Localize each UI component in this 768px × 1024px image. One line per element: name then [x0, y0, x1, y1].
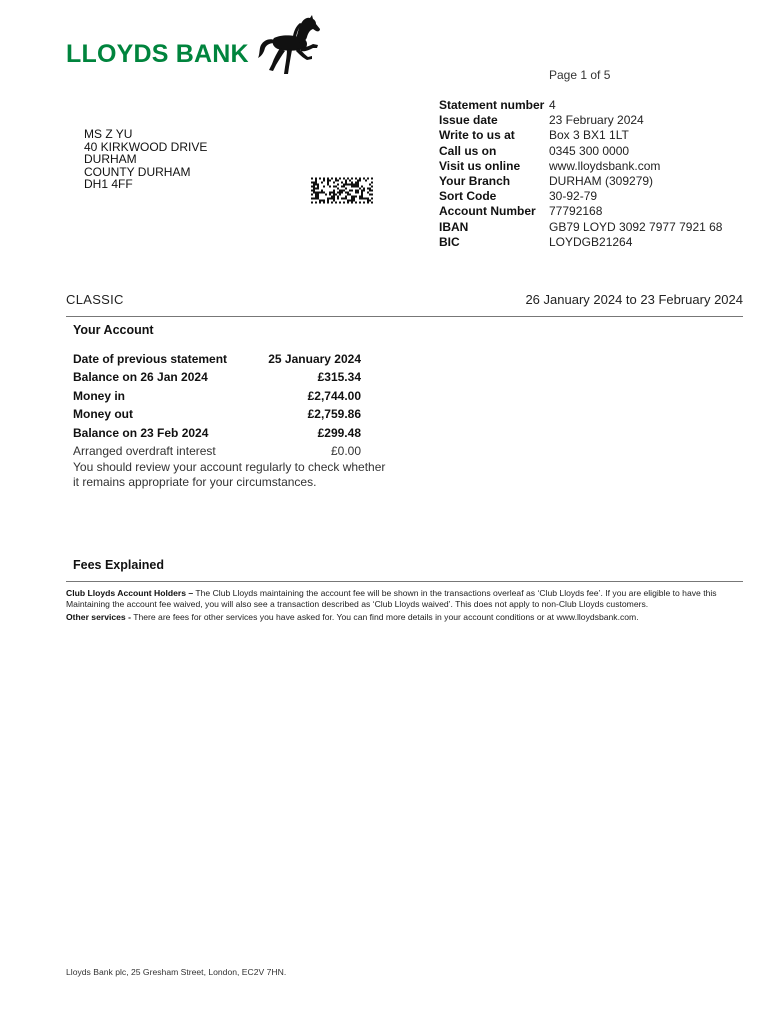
- statement-info: [439, 98, 722, 250]
- address-line: DH1 4FF: [84, 177, 133, 192]
- page-number: Page 1 of 5: [549, 68, 611, 82]
- fees-text: [66, 588, 742, 625]
- account-summary: [73, 350, 361, 460]
- address-line: 40 KIRKWOOD DRIVE: [84, 139, 208, 154]
- info-row-bic: [439, 235, 722, 250]
- address-line: MS Z YU: [84, 127, 133, 141]
- fee-description: The Club Lloyds maintaining the account fee will be shown in the transactions overleaf as ‘Club Lloyds fee’. If you are eligible to have this Maintaining the account fee waived, you will also see a transaction described as ‘Club Lloyds waived’. This does not apply to non-Club Lloyds customers.: [66, 588, 717, 609]
- fee-description: There are fees for other services you have asked for. You can find more details in your account conditions or at www.lloydsbank.com.: [130, 612, 639, 622]
- info-value: 30-92-79: [549, 189, 598, 204]
- summary-value: £299.48: [317, 425, 361, 440]
- statement-period: 26 January 2024 to 23 February 2024: [525, 292, 743, 307]
- address-line: COUNTY DURHAM: [84, 164, 191, 179]
- info-label: Sort Code: [439, 189, 497, 204]
- info-row-branch: [439, 174, 722, 189]
- info-label: Your Branch: [439, 173, 511, 188]
- fees-heading: Fees Explained: [73, 558, 165, 572]
- info-row-visit-online: [439, 159, 722, 174]
- summary-value: £315.34: [317, 370, 361, 385]
- info-value: 23 February 2024: [549, 113, 644, 128]
- fee-label: Club Lloyds Account Holders –: [66, 588, 194, 598]
- fee-item: [66, 588, 742, 610]
- summary-value: £2,744.00: [307, 388, 361, 403]
- summary-row: [73, 442, 361, 460]
- info-row-write-to: [439, 128, 722, 143]
- summary-value: £2,759.86: [307, 407, 361, 422]
- info-value: 0345 300 0000: [549, 143, 630, 158]
- summary-label: Balance on 23 Feb 2024: [73, 425, 209, 440]
- info-row-sort-code: [439, 189, 722, 204]
- info-label: IBAN: [439, 219, 469, 234]
- info-label: Visit us online: [439, 158, 521, 173]
- info-value: 4: [549, 98, 556, 112]
- info-label: Statement number: [439, 98, 545, 112]
- summary-label: Date of previous statement: [73, 352, 228, 366]
- info-value: GB79 LOYD 3092 7977 7921 68: [549, 219, 723, 234]
- recipient-address: [84, 128, 207, 191]
- divider: [66, 581, 743, 582]
- fee-item: [66, 612, 742, 623]
- info-label: Write to us at: [439, 128, 515, 143]
- summary-label: Money out: [73, 407, 133, 422]
- info-row-account-number: [439, 204, 722, 219]
- black-horse-icon: [252, 14, 324, 76]
- info-row-statement-number: [439, 98, 722, 113]
- summary-row: [73, 387, 361, 405]
- summary-row: [73, 350, 361, 368]
- summary-row: [73, 424, 361, 442]
- brand-logo-text: LLOYDS BANK: [66, 40, 249, 68]
- divider: [66, 316, 743, 317]
- info-row-call-us: [439, 144, 722, 159]
- summary-label: Money in: [73, 388, 126, 403]
- account-type: CLASSIC: [66, 292, 124, 307]
- info-label: Issue date: [439, 113, 498, 128]
- info-value: www.lloydsbank.com: [549, 158, 661, 173]
- info-label: Call us on: [439, 143, 497, 158]
- barcode-image: [311, 177, 373, 204]
- summary-row: [73, 405, 361, 423]
- summary-value: £0.00: [330, 443, 361, 458]
- your-account-heading: Your Account: [73, 323, 154, 337]
- address-line: DURHAM: [84, 152, 137, 167]
- info-label: BIC: [439, 234, 460, 249]
- info-row-iban: [439, 220, 722, 235]
- summary-label: Balance on 26 Jan 2024: [73, 370, 208, 385]
- fee-label: Other services -: [66, 612, 131, 622]
- footer-address: Lloyds Bank plc, 25 Gresham Street, London, EC2V 7HN.: [66, 967, 287, 977]
- summary-row: [73, 368, 361, 386]
- info-value: Box 3 BX1 1LT: [549, 128, 629, 143]
- summary-value: 25 January 2024: [268, 352, 361, 366]
- info-value: LOYDGB21264: [549, 234, 633, 249]
- review-note: You should review your account regularly to check whether it remains appropriate for your circumstances.: [73, 460, 386, 489]
- summary-label: Arranged overdraft interest: [73, 443, 216, 458]
- info-label: Account Number: [439, 204, 536, 219]
- info-row-issue-date: [439, 113, 722, 128]
- info-value: 77792168: [549, 204, 603, 219]
- info-value: DURHAM (309279): [549, 173, 654, 188]
